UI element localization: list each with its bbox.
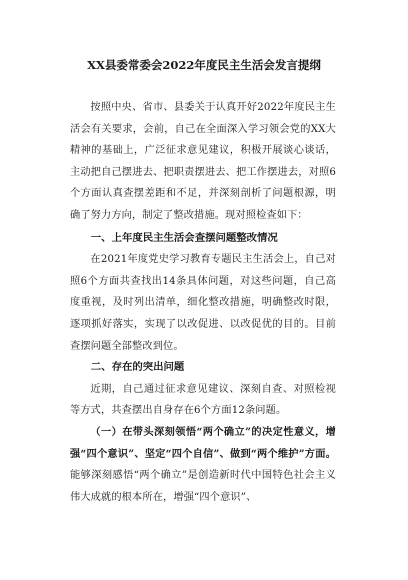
- document-body: [70, 97, 336, 508]
- document-title: XX县委常委会2022年度民主生活会发言提纲: [87, 58, 321, 72]
- section-2-paragraph: 近期，自己通过征求意见建议、深刻自查、对照检视等方式，共查摆出自身存在6个方面12条问题。: [70, 383, 336, 417]
- subsection-paragraph: [70, 422, 336, 508]
- intro-paragraph: 按照中央、省市、县委关于认真开好2022年度民主生活会有关要求，会前，自己在全面深入学习领会党的XX大精神的基础上，广泛征求意见建议，积极开展谈心谈话，主动把自己摆进去、把职责摆进去、把工作摆进去，对照6个方面认真查摆差距和不足，并深刻剖析了问题根源，明确了努力方向，制定了整改措施。现对照检查如下：: [70, 102, 336, 221]
- section-1-paragraph: 在2021年度党史学习教育专题民主生活会上，自己对照6个方面共查找出14条具体问题，对这些问题，自己高度重视，及时列出清单，细化整改措施，明确整改时限，逐项抓好落实，实现了以改促进、以改促优的目的。目前查摆问题全部整改到位。: [70, 254, 336, 352]
- section-heading-1: 一、上年度民主生活会查摆问题整改情况: [90, 231, 278, 244]
- subsection-heading: （一）在带头深刻领悟“两个确立”的决定性意义，增强“四个意识”、坚定“四个自信”、做到“两个维护”方面。: [70, 425, 336, 460]
- subsection-text: 能够深刻感悟“两个确立”是创造新时代中国特色社会主义伟大成就的根本所在，增强“四个意识”、: [70, 470, 336, 503]
- section-heading-2: 二、存在的突出问题: [90, 361, 185, 374]
